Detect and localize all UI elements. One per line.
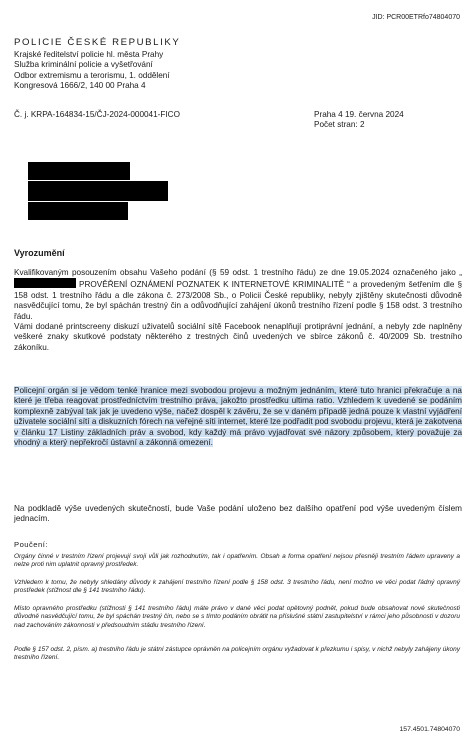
redaction-block	[28, 162, 130, 180]
address-line: Kongresová 1666/2, 140 00 Praha 4	[14, 81, 146, 91]
paragraph-text: Kvalifikovaným posouzením obsahu Vašeho podání (§ 59 odst. 1 trestního řádu) ze dne 19.05.2024 označeného jako „	[14, 268, 462, 277]
redaction-inline	[14, 278, 76, 288]
paragraph-text: Vámi dodané printscreeny diskuzí uživatelů sociální sítě Facebook nenaplňují protiprávní jednání, a nebyly zde naplněny veškeré znaky skutkové podstaty některého z trestných činů uvedených ve sbírce zákonů č. 40/2009 Sb. trestního zákoníku.	[14, 322, 462, 352]
highlighted-text: Policejní orgán si je vědom tenké hranice mezi svobodou projevu a možným jednáním, které tuto hranici překračuje a na které je třeba reagovat prostředníctvím trestního práva, jakožto prostředku ultima ratio. Vzhledem k uvedené se podáním komplexně zabýval tak jak je uvedeno výše, načež dospěl k závěru, že se v daném případě jedná pouze k vlastní vyjádření uživatele sociální sítí a diskuzních fórech na veřejné síti internet, které lze podřadit pod svobodu projevu, která je zakotvena v článku 17 Listiny základních práv a svobod, kdy každý má právo vyjadřovat své názory způsobem, který považuje za vhodný a který nepřekročí ústavní a zákonná omezení.	[14, 386, 462, 448]
instruction-note: Orgány činné v trestním řízení projevují svoji vůli jak rozhodnutím, tak i opatřením. Obsah a forma opatření nejsou přesněji trestním řádem upraveny a nelze proti nim uplatnit opravný prostředek.	[14, 553, 460, 569]
paragraph-freedom-of-speech	[14, 386, 462, 448]
department-line: Služba kriminální policie a vyšetřování	[14, 60, 153, 70]
instruction-note: Vzhledem k tomu, že nebyly shledány důvody k zahájení trestního řízení podle § 158 odst. 3 trestního řádu, není možno ve věci podat řádný opravný prostředek (stížnost dle § 141 trestního řádu).	[14, 579, 460, 595]
jid-label: JID: PCR00ETRfo74804070	[372, 14, 460, 21]
redaction-block	[28, 181, 168, 201]
instructions-heading: Poučení:	[14, 540, 48, 549]
department-line: Krajské ředitelství policie hl. města Prahy	[14, 49, 164, 59]
department-line: Odbor extremismu a terorismu, 1. oddělení	[14, 70, 170, 80]
reference-number: Č. j. KRPA-164834-15/ČJ-2024-000041-FICO	[14, 110, 180, 119]
paragraph-text: PROVĚŘENÍ OZNÁMENÍ POZNATEK K INTERNETOVÉ KRIMINALITĚ “ a provedeným šetřením dle § 158 odst. 1 trestního řádu a dle zákona č. 273/2008 Sb., o Policii České republiky, nebyly zjištěny skutečnosti důvodně nasvědčující tomu, že byl spáchán trestný čin a odůvodňující zahájení úkonů trestního řízení podle § 158 odst. 3 trestního řádu.	[14, 280, 462, 321]
document-meta	[314, 110, 404, 131]
paragraph-conclusion: Na podkladě výše uvedených skutečností, bude Vaše podání uloženo bez dalšího opatření pod výše uvedeným číslem jednacím.	[14, 504, 462, 524]
document-title: Vyrozumění	[14, 248, 65, 258]
letterhead	[14, 38, 180, 92]
paragraph-assessment	[14, 268, 462, 353]
footer-code: 157.4501.74804070	[399, 726, 460, 733]
instruction-note: Místo opravného prostředku (stížnosti § 141 trestního řádu) máte právo v dané věci podat opětovný podnět, pokud bude obsahovat nové skutečnosti důvodně nasvědčující tomu, že byl spáchán trestný čin, nebo se s tímto podáním obrátit na příslušné státní zastupitelství v rámci jeho působnosti v dozoru nad zachováním zákonnosti v předsoudním stádiu trestního řízení.	[14, 605, 460, 629]
document-date: Praha 4 19. června 2024	[314, 110, 404, 119]
instruction-note: Podle § 157 odst. 2, písm. a) trestního řádu je státní zástupce oprávněn na policejním orgánu vyžadovat k přezkumu i spisy, v nichž nebyly zahájeny úkony trestního řízení.	[14, 646, 460, 662]
organization-name: POLICIE ČESKÉ REPUBLIKY	[14, 37, 181, 48]
redaction-block	[28, 202, 128, 220]
page-count: Počet stran: 2	[314, 120, 365, 130]
